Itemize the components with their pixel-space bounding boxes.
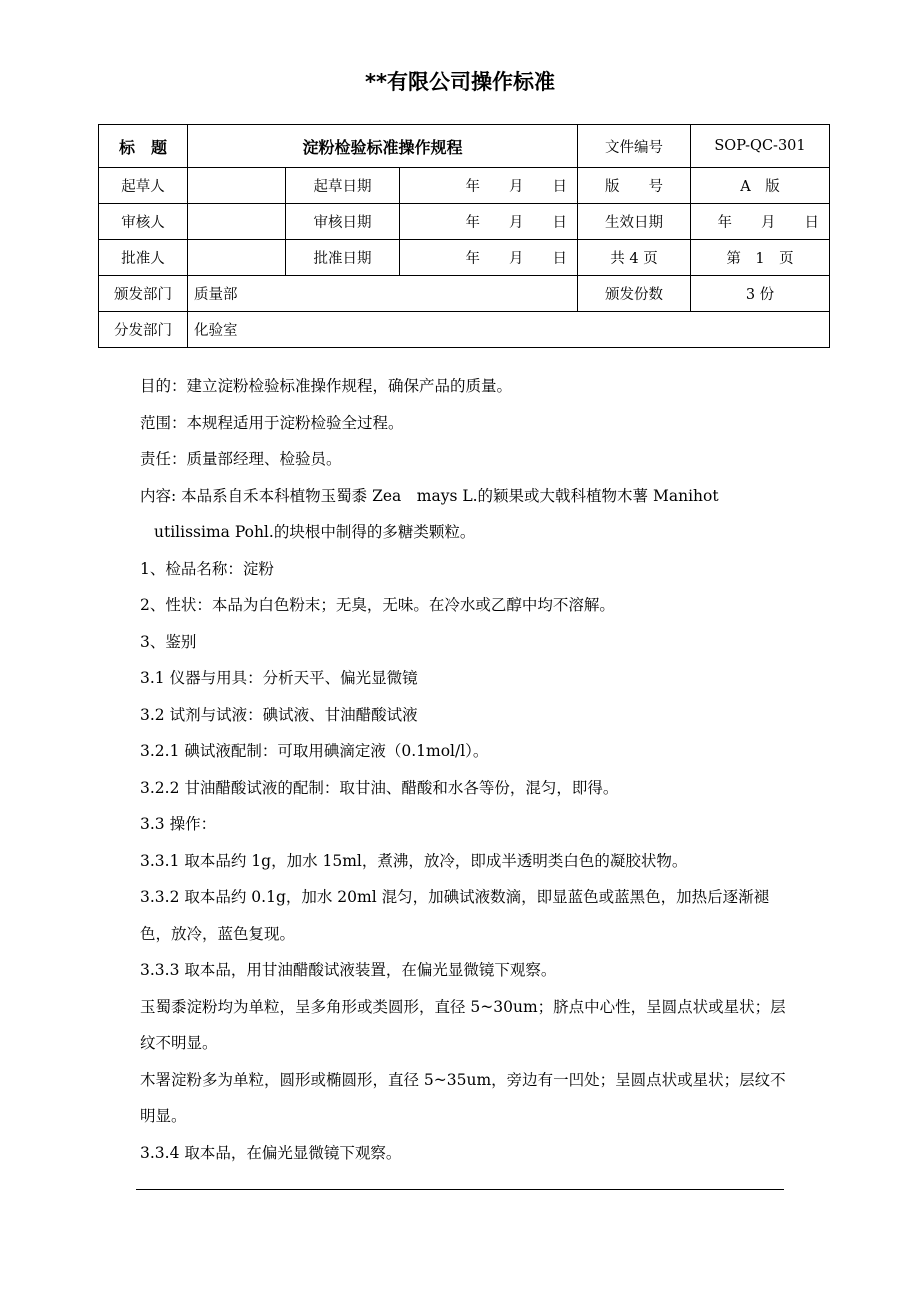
header-row-issuing-dept [99,276,830,312]
version-label: 版 号 [578,168,691,204]
page-current: 第 1 页 [691,240,830,276]
issuing-dept-value: 质量部 [188,276,578,312]
header-table [98,124,830,348]
header-row-approver [99,240,830,276]
effective-date: 年 月 日 [691,204,830,240]
review-date: 年 月 日 [400,204,578,240]
section-3-3: 3.3 操作： [140,815,217,833]
responsibility-paragraph: 责任：质量部经理、检验员。 [140,450,342,468]
section-3-3-2: 3.3.2 取本品约 0.1g，加水 20ml 混匀，加碘试液数滴，即显蓝色或蓝黑色，加热后逐渐褪色，放冷，蓝色复现。 [140,888,770,943]
content-paragraph: 内容: 本品系自禾本科植物玉蜀黍 Zea mays L.的颖果或大戟科植物木薯 Manihot utilissima Pohl.的块根中制得的多糖类颗粒。 [140,486,719,541]
section-3-3-3: 3.3.3 取本品，用甘油醋酸试液装置，在偏光显微镜下观察。 [140,961,557,979]
approve-date: 年 月 日 [400,240,578,276]
effective-date-label: 生效日期 [578,204,691,240]
approve-date-label: 批准日期 [286,240,400,276]
section-3-2-1: 3.2.1 碘试液配制：可取用碘滴定液（0.1mol/l）。 [140,742,489,760]
footer-divider [136,1189,784,1190]
header-row-distribution-dept [99,312,830,348]
review-date-label: 审核日期 [286,204,400,240]
draft-date: 年 月 日 [400,168,578,204]
section-2: 2、性状：本品为白色粉末；无臭，无味。在冷水或乙醇中均不溶解。 [140,596,615,614]
drafter-label: 起草人 [99,168,188,204]
reviewer-value [188,204,286,240]
distribution-dept-value: 化验室 [188,312,830,348]
page-title: **有限公司操作标准 [365,70,555,94]
section-3-1: 3.1 仪器与用具：分析天平、偏光显微镜 [140,669,418,687]
doc-number: SOP-QC-301 [691,125,830,168]
document-subject: 淀粉检验标准操作规程 [188,125,578,168]
corn-starch-description: 玉蜀黍淀粉均为单粒，呈多角形或类圆形，直径 5~30um；脐点中心性，呈圆点状或星状；层纹不明显。 [140,997,786,1052]
section-1: 1、检品名称：淀粉 [140,559,274,578]
issuing-dept-label: 颁发部门 [99,276,188,312]
distribution-dept-label: 分发部门 [99,312,188,348]
section-3-2: 3.2 试剂与试液：碘试液、甘油醋酸试液 [140,705,418,724]
approver-value [188,240,286,276]
title-label: 标 题 [99,125,188,168]
section-3-3-1: 3.3.1 取本品约 1g，加水 15ml，煮沸，放冷，即成半透明类白色的凝胶状物。 [140,851,688,870]
section-3-2-2: 3.2.2 甘油醋酸试液的配制：取甘油、醋酸和水各等份，混匀，即得。 [140,778,619,797]
header-row-reviewer [99,204,830,240]
section-3: 3、鉴别 [140,632,197,651]
header-row-drafter [99,168,830,204]
section-3-3-4: 3.3.4 取本品，在偏光显微镜下观察。 [140,1143,402,1162]
cassava-starch-description: 木署淀粉多为单粒，圆形或椭圆形，直径 5~35um，旁边有一凹处；呈圆点状或星状；层纹不明显。 [140,1070,786,1125]
purpose-paragraph: 目的：建立淀粉检验标准操作规程，确保产品的质量。 [140,377,513,395]
document-body [140,368,790,1171]
header-row-title [99,125,830,168]
draft-date-label: 起草日期 [286,168,400,204]
copies-label: 颁发份数 [578,276,691,312]
pages-total: 共 4 页 [578,240,691,276]
version-value: A 版 [691,168,830,204]
approver-label: 批准人 [99,240,188,276]
scope-paragraph: 范围：本规程适用于淀粉检验全过程。 [140,413,404,432]
drafter-value [188,168,286,204]
copies-value: 3 份 [691,276,830,312]
doc-number-label: 文件编号 [578,125,691,168]
reviewer-label: 审核人 [99,204,188,240]
